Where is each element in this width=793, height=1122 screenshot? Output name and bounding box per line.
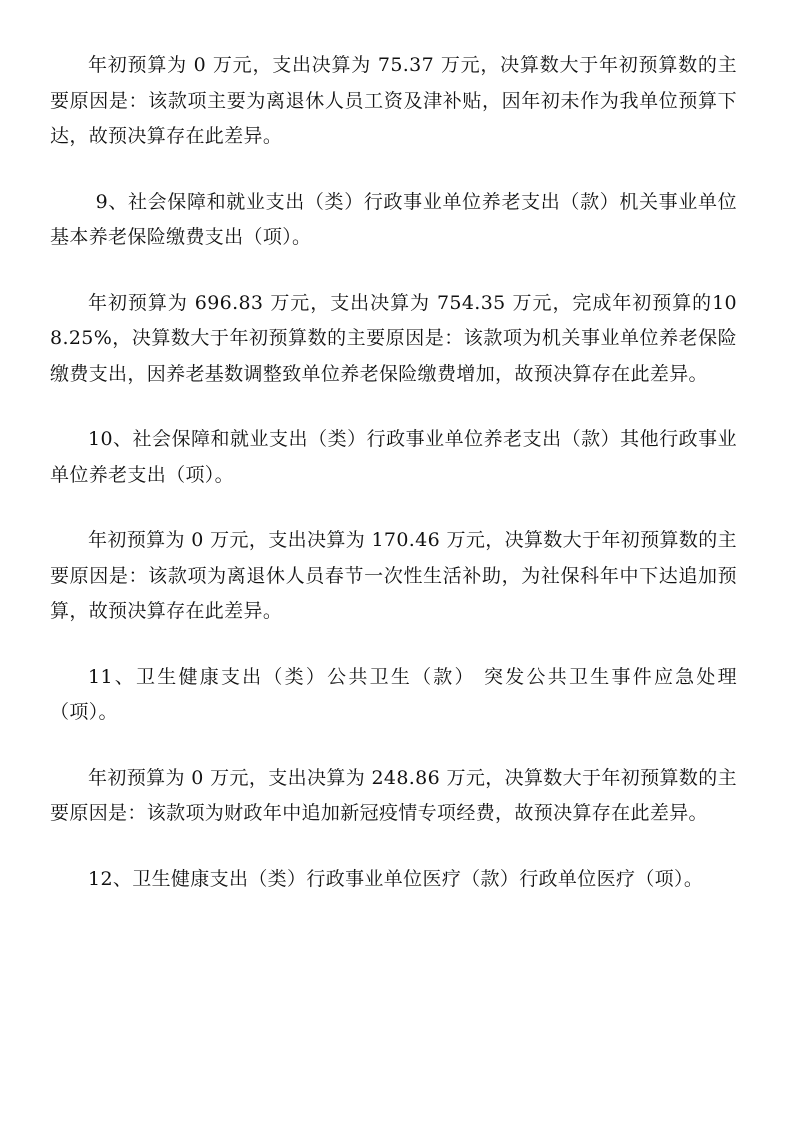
- heading-item-10: 10、社会保障和就业支出（类）行政事业单位养老支出（款）其他行政事业单位养老支出（项）。: [50, 428, 737, 486]
- heading-item-11: 11、卫生健康支出（类）公共卫生（款） 突发公共卫生事件应急处理（项）。: [50, 665, 737, 723]
- paragraph-gap: [50, 731, 737, 761]
- paragraph-budget-other-pension: 年初预算为 0 万元，支出决算为 170.46 万元，决算数大于年初预算数的主要原因是：该款项为离退休人员春节一次性生活补助，为社保科年中下达追加预算，故预决算存在此差异。: [50, 529, 737, 622]
- paragraph-gap: [50, 256, 737, 286]
- paragraph-gap: [50, 392, 737, 422]
- paragraph-budget-pension-insurance: 年初预算为 696.83 万元，支出决算为 754.35 万元，完成年初预算的108.25%，决算数大于年初预算数的主要原因是：该款项为机关事业单位养老保险缴费支出，因养老基数调整致单位养老保险缴费增加，故预决算存在此差异。: [50, 291, 737, 385]
- paragraph-gap: [50, 155, 737, 185]
- heading-item-9: 9、社会保障和就业支出（类）行政事业单位养老支出（款）机关事业单位基本养老保险缴费支出（项）。: [50, 190, 737, 248]
- paragraph-gap: [50, 630, 737, 660]
- paragraph-budget-retiree-wages: 年初预算为 0 万元，支出决算为 75.37 万元，决算数大于年初预算数的主要原因是：该款项主要为离退休人员工资及津补贴，因年初未作为我单位预算下达，故预决算存在此差异。: [50, 54, 737, 147]
- paragraph-gap: [50, 832, 737, 862]
- paragraph-budget-public-health: 年初预算为 0 万元，支出决算为 248.86 万元，决算数大于年初预算数的主要原因是：该款项为财政年中追加新冠疫情专项经费，故预决算存在此差异。: [50, 766, 737, 824]
- heading-item-12: 12、卫生健康支出（类）行政事业单位医疗（款）行政单位医疗（项）。: [88, 867, 704, 890]
- paragraph-gap: [50, 493, 737, 523]
